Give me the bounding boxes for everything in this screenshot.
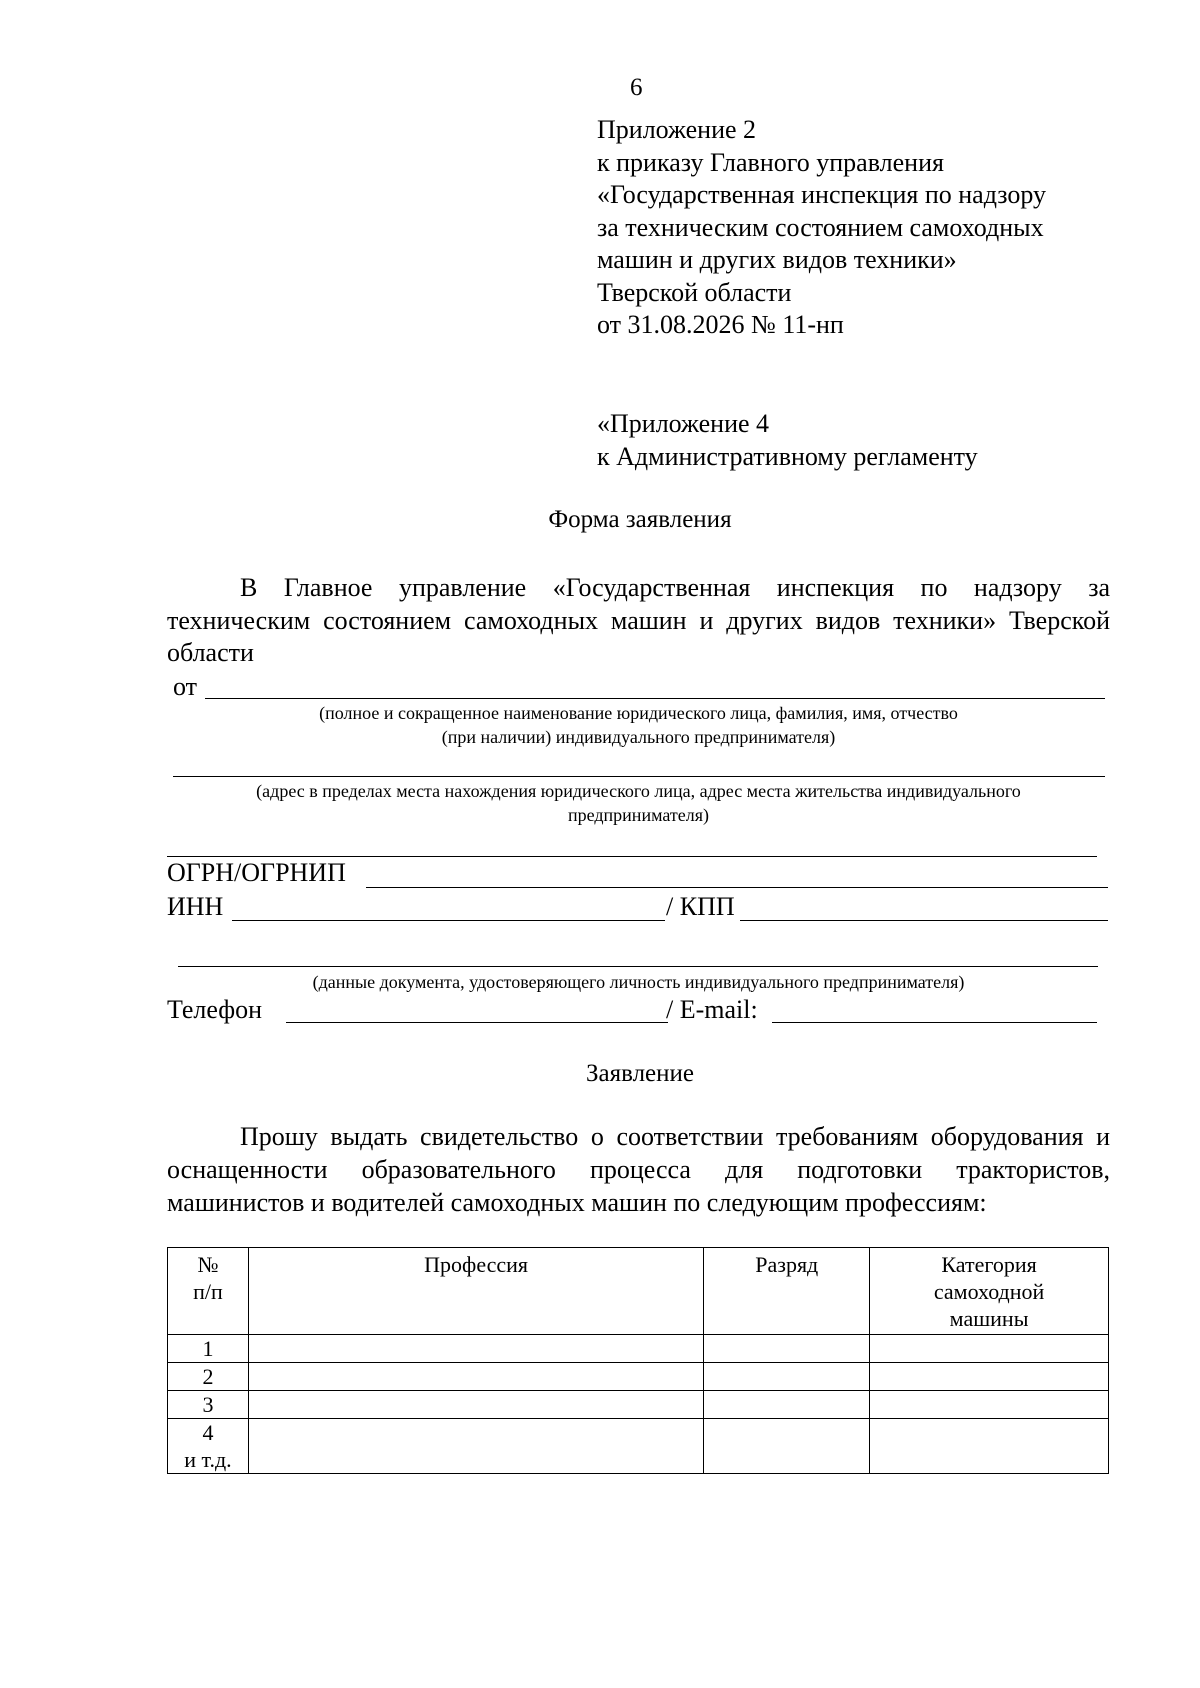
kpp-label: / КПП (666, 892, 735, 921)
regulation-line: «Приложение 4 (597, 409, 770, 438)
row-number-extra: и т.д. (184, 1447, 232, 1472)
grade-cell[interactable] (704, 1335, 870, 1363)
category-cell[interactable] (870, 1335, 1109, 1363)
name-caption-line: (при наличии) индивидуального предпринимателя) (441, 727, 836, 747)
name-caption-line: (полное и сокращенное наименование юридического лица, фамилия, имя, отчество (319, 703, 958, 723)
email-label: / E-mail: (666, 995, 758, 1024)
statement-title: Заявление (585, 1060, 695, 1087)
header-line: машин и других видов техники» (597, 245, 957, 274)
ogrn-field[interactable] (366, 887, 1108, 888)
kpp-field[interactable] (740, 920, 1108, 921)
name-caption (167, 701, 1110, 749)
profession-cell[interactable] (248, 1391, 703, 1419)
page-number: 6 (630, 74, 643, 101)
inn-field[interactable] (232, 920, 665, 921)
form-title: Форма заявления (548, 506, 732, 533)
ogrn-label: ОГРН/ОГРНИП (167, 858, 346, 887)
header-category-line: машины (949, 1306, 1029, 1331)
header-line: «Государственная инспекция по надзору (597, 180, 1047, 209)
row-number: 4 (202, 1420, 214, 1445)
regulation-reference (597, 408, 978, 473)
phone-field[interactable] (286, 1022, 668, 1023)
form-title-wrapper (0, 506, 1200, 534)
address-caption-line: (адрес в пределах места нахождения юридического лица, адрес места жительства индивидуального (256, 781, 1021, 801)
address-continuation-field[interactable] (167, 856, 1097, 857)
grade-cell[interactable] (704, 1391, 870, 1419)
table-header-row (168, 1248, 1109, 1335)
category-cell[interactable] (870, 1419, 1109, 1474)
profession-cell[interactable] (248, 1419, 703, 1474)
appendix-header (597, 114, 1046, 342)
header-grade: Разряд (704, 1248, 870, 1335)
id-document-caption: (данные документа, удостоверяющего личность индивидуального предпринимателя) (312, 972, 965, 992)
statement-title-wrapper (0, 1060, 1200, 1088)
header-category (870, 1248, 1109, 1335)
from-label: от (173, 672, 198, 701)
header-category-line: самоходной (933, 1279, 1045, 1304)
profession-cell[interactable] (248, 1335, 703, 1363)
header-line: Тверской области (597, 277, 792, 307)
id-document-field[interactable] (178, 966, 1098, 967)
header-number-line: № (197, 1252, 219, 1277)
phone-label: Телефон (167, 995, 263, 1024)
header-number (168, 1248, 249, 1335)
header-line: от 31.08.2026 № 11-нп (597, 310, 844, 339)
row-number: 3 (168, 1391, 249, 1419)
header-line: Приложение 2 (597, 115, 757, 144)
professions-table (167, 1247, 1109, 1474)
inn-label: ИНН (167, 892, 224, 921)
row-number: 2 (168, 1363, 249, 1391)
row-number: 1 (168, 1335, 249, 1363)
row-number-multi (168, 1419, 249, 1474)
profession-cell[interactable] (248, 1363, 703, 1391)
header-category-line: Категория (941, 1252, 1037, 1277)
table-row (168, 1391, 1109, 1419)
header-number-line: п/п (193, 1279, 223, 1304)
category-cell[interactable] (870, 1363, 1109, 1391)
address-field[interactable] (173, 776, 1105, 777)
category-cell[interactable] (870, 1391, 1109, 1419)
header-profession: Профессия (248, 1248, 703, 1335)
table-row (168, 1335, 1109, 1363)
table-row (168, 1419, 1109, 1474)
applicant-name-field[interactable] (205, 698, 1105, 699)
request-text: Прошу выдать свидетельство о соответствии требованиям оборудования и оснащенности образовательного процесса для подготовки трактористов, машинистов и водителей самоходных машин по следующим профессиям: (167, 1122, 1110, 1217)
header-line: за техническим состоянием самоходных (597, 212, 1044, 242)
grade-cell[interactable] (704, 1363, 870, 1391)
regulation-line: к Административному регламенту (597, 441, 978, 471)
table-row (168, 1363, 1109, 1391)
header-line: к приказу Главного управления (597, 147, 944, 177)
address-caption (167, 779, 1110, 827)
address-caption-line: предпринимателя) (568, 805, 709, 825)
email-field[interactable] (772, 1022, 1097, 1023)
addressee-text: В Главное управление «Государственная инспекция по надзору за техническим состоянием самоходных машин и других видов техники» Тверской области (167, 573, 1110, 667)
grade-cell[interactable] (704, 1419, 870, 1474)
